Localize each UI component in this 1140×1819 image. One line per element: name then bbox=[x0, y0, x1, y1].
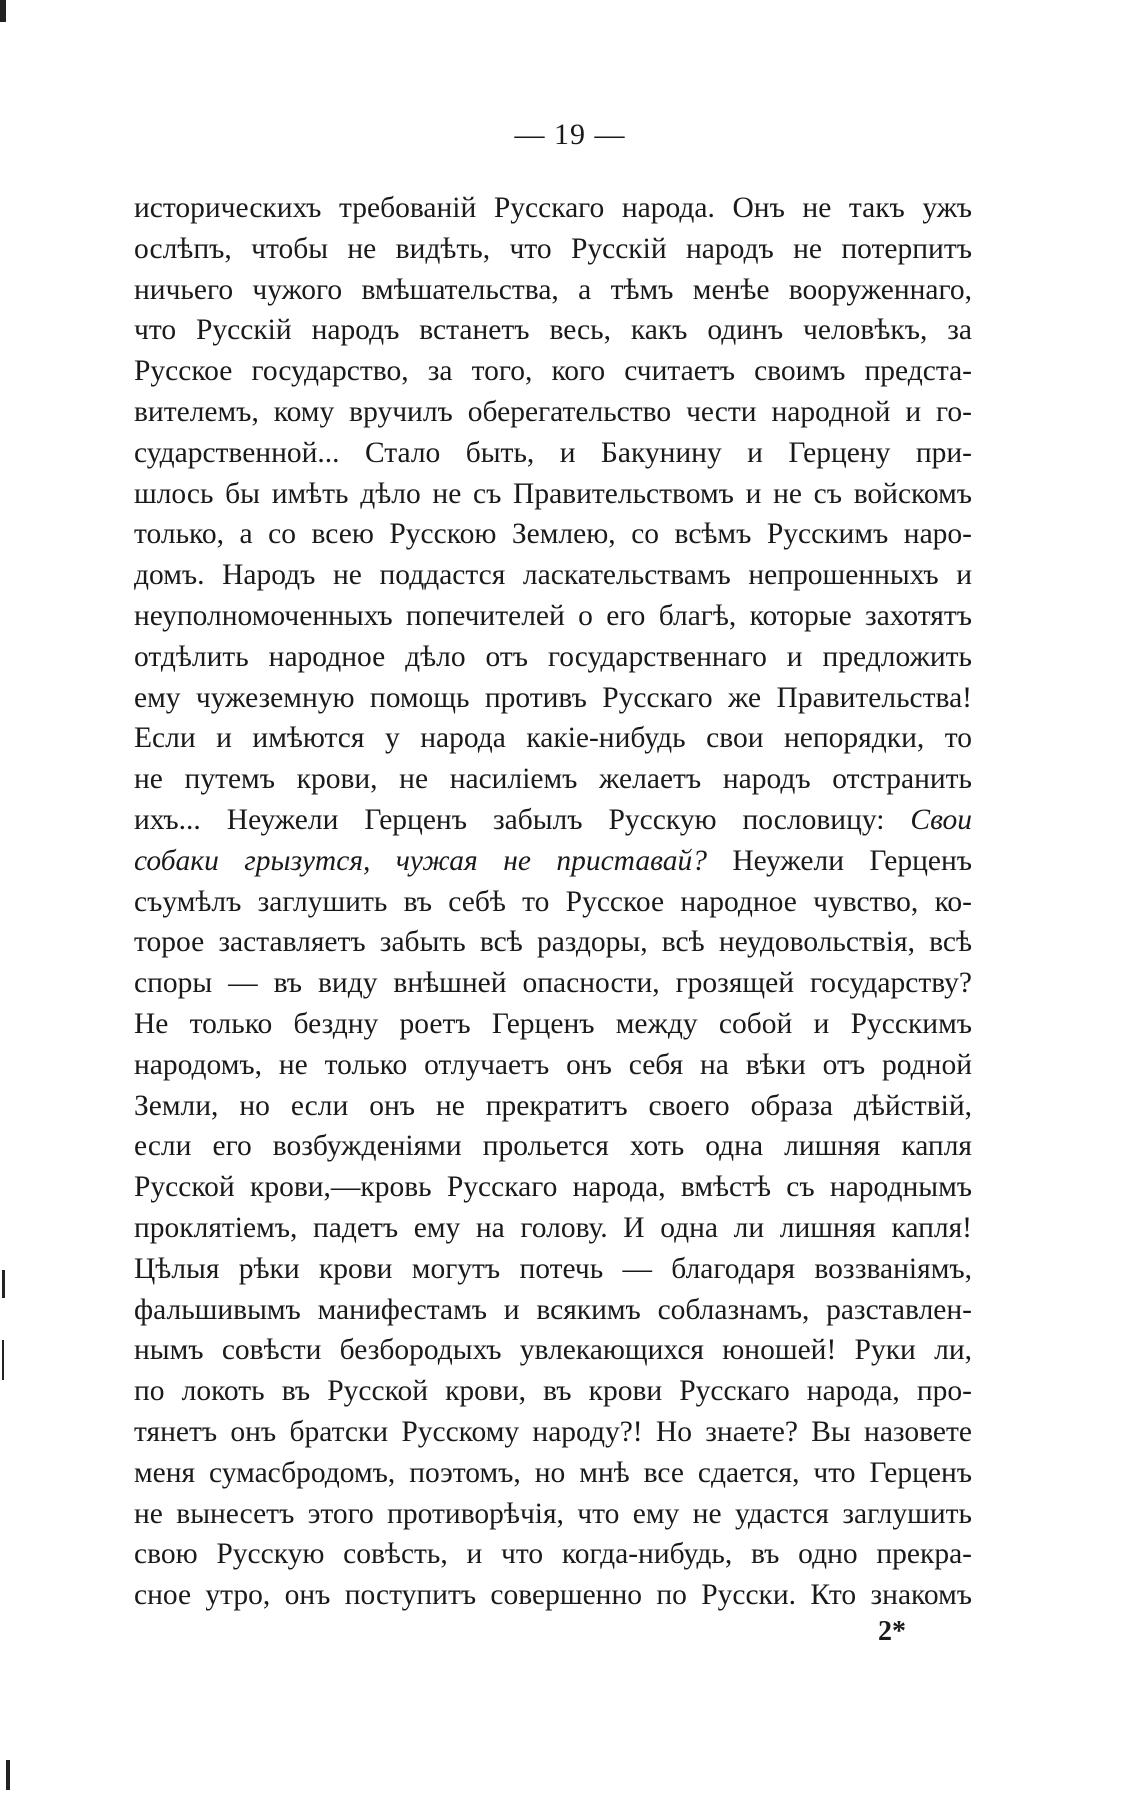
text-line-28: фальшивымъ манифестамъ и всякимъ соблазнамъ, разставлен- bbox=[134, 1293, 972, 1326]
printer-signature-mark: 2* bbox=[878, 1616, 906, 1647]
text-line-25: Русской крови,—кровь Русскаго народа, вмѣстѣ съ народнымъ bbox=[134, 1171, 972, 1204]
text-line-5: Русское государство, за того, кого считаетъ своимъ предста- bbox=[134, 355, 972, 388]
text-line-31: тянетъ онъ братски Русскому народу?! Но знаете? Вы назовете bbox=[134, 1415, 972, 1448]
text-line-11: неуполномоченныхъ попечителей о его благѣ, которые захотятъ bbox=[134, 599, 972, 632]
text-line-3: ничьего чужого вмѣшательства, а тѣмъ менѣе вооруженнаго, bbox=[134, 273, 972, 306]
text-line-22: народомъ, не только отлучаетъ онъ себя на вѣки отъ родной bbox=[134, 1048, 972, 1081]
text-line-17 bbox=[134, 841, 972, 882]
scan-edge-mark-left-3 bbox=[6, 1760, 10, 1790]
text-line-17-italic: собаки грызутся, чужая не приставай? bbox=[134, 844, 707, 877]
text-line-32: меня сумасбродомъ, поэтомъ, но мнѣ все сдается, что Герценъ bbox=[134, 1456, 972, 1489]
body-text bbox=[134, 188, 972, 1616]
text-line-10: домъ. Народъ не поддастся ласкательствамъ непрошенныхъ и bbox=[134, 559, 972, 592]
text-line-35: сное утро, онъ поступитъ совершенно по Русски. Кто знакомъ bbox=[134, 1579, 972, 1612]
text-line-8: шлось бы имѣть дѣло не съ Правительствомъ и не съ войскомъ bbox=[134, 477, 972, 510]
text-line-16-italic: Свои bbox=[910, 803, 972, 836]
text-line-1: историческихъ требованій Русскаго народа. Онъ не такъ ужъ bbox=[134, 192, 972, 224]
text-line-6: вителемъ, кому вручилъ оберегательство чести народной и го- bbox=[134, 395, 972, 428]
text-line-15: не путемъ крови, не насиліемъ желаетъ народъ отстранить bbox=[134, 763, 972, 796]
text-line-16 bbox=[134, 800, 972, 841]
text-line-24: если его возбужденіями прольется хоть одна лишняя капля bbox=[134, 1130, 972, 1163]
text-line-7: сударственной... Стало быть, и Бакунину и Герцену при- bbox=[134, 436, 972, 469]
text-line-13: ему чужеземную помощь противъ Русскаго же Правительства! bbox=[134, 681, 972, 714]
scan-edge-mark-left-1 bbox=[2, 1270, 5, 1298]
text-line-18: съумѣлъ заглушить въ себѣ то Русское народное чувство, ко- bbox=[134, 885, 972, 918]
text-line-26: проклятіемъ, падетъ ему на голову. И одна ли лишняя капля! bbox=[134, 1211, 972, 1244]
page-number: — 19 — bbox=[514, 118, 626, 151]
scan-edge-mark-top-left bbox=[0, 0, 6, 22]
text-line-29: нымъ совѣсти безбородыхъ увлекающихся юношей! Руки ли, bbox=[134, 1334, 972, 1367]
text-line-23: Земли, но если онъ не прекратитъ своего образа дѣйствій, bbox=[134, 1089, 972, 1122]
text-line-9: только, а со всею Русскою Землею, со всѣмъ Русскимъ наро- bbox=[134, 518, 972, 551]
text-line-12: отдѣлить народное дѣло отъ государственнаго и предложить bbox=[134, 640, 972, 673]
text-line-19: торое заставляетъ забыть всѣ раздоры, всѣ неудовольствія, всѣ bbox=[134, 926, 972, 959]
text-line-33: не вынесетъ этого противорѣчія, что ему не удастся заглушить bbox=[134, 1497, 972, 1530]
text-line-14: Если и имѣются у народа какіе-нибудь свои непорядки, то bbox=[134, 722, 972, 755]
text-line-30: по локоть въ Русской крови, въ крови Русскаго народа, про- bbox=[134, 1375, 972, 1408]
text-line-34: свою Русскую совѣсть, и что когда-нибудь, въ одно прекра- bbox=[134, 1538, 972, 1571]
text-line-4: что Русскій народъ встанетъ весь, какъ одинъ человѣкъ, за bbox=[134, 314, 972, 347]
scan-edge-mark-left-2 bbox=[2, 1340, 4, 1380]
text-line-20: споры — въ виду внѣшней опасности, грозящей государству? bbox=[134, 967, 972, 1000]
text-line-16-roman: ихъ... Неужели Герценъ забылъ Русскую пословицу: bbox=[134, 803, 885, 836]
text-line-27: Цѣлыя рѣки крови могутъ потечь — благодаря воззваніямъ, bbox=[134, 1252, 972, 1285]
text-line-2: ослѣпъ, чтобы не видѣть, что Русскій народъ не потерпитъ bbox=[134, 232, 972, 265]
text-line-21: Не только бездну роетъ Герценъ между собой и Русскимъ bbox=[134, 1007, 972, 1040]
text-line-17-tail: Неужели Герценъ bbox=[732, 844, 972, 877]
